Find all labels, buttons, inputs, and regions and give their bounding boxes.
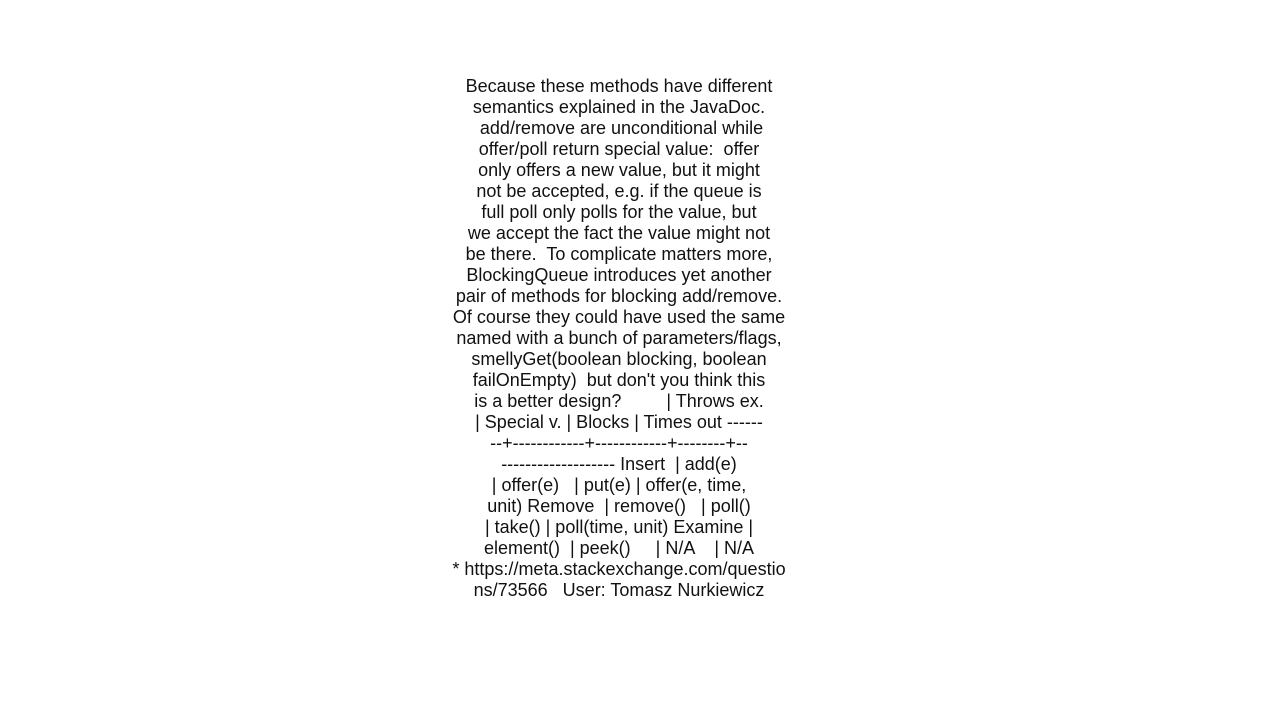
- text-line: element() | peek() | N/A | N/A: [483, 538, 755, 558]
- text-line: full poll only polls for the value, but: [481, 202, 757, 222]
- text-line: we accept the fact the value might not: [467, 223, 771, 243]
- text-line: pair of methods for blocking add/remove.: [455, 286, 783, 306]
- text-line: | offer(e) | put(e) | offer(e, time,: [491, 475, 747, 495]
- source-user-line: ns/73566 User: Tomasz Nurkiewicz: [473, 580, 765, 600]
- text-line: named with a bunch of parameters/flags,: [456, 328, 782, 348]
- text-line: ------------------- Insert | add(e): [501, 454, 737, 474]
- text-line: BlockingQueue introduces yet another: [466, 265, 772, 285]
- text-line: be there. To complicate matters more,: [465, 244, 773, 264]
- text-line: offer/poll return special value: offer: [478, 139, 760, 159]
- text-line: --+------------+------------+--------+--: [490, 433, 748, 453]
- text-line: Because these methods have different: [465, 76, 773, 96]
- text-line: smellyGet(boolean blocking, boolean: [471, 349, 767, 369]
- text-line: | Special v. | Blocks | Times out ------: [475, 412, 763, 432]
- text-line: only offers a new value, but it might: [478, 160, 760, 180]
- text-line: Of course they could have used the same: [452, 307, 786, 327]
- text-line: failOnEmpty) but don't you think this: [472, 370, 766, 390]
- text-line: | take() | poll(time, unit) Examine |: [484, 517, 754, 537]
- text-line: not be accepted, e.g. if the queue is: [476, 181, 762, 201]
- source-link-line: * https://meta.stackexchange.com/questio: [452, 559, 786, 579]
- text-line: add/remove are unconditional while: [474, 118, 764, 138]
- text-line: semantics explained in the JavaDoc.: [472, 97, 766, 117]
- text-line: unit) Remove | remove() | poll(): [487, 496, 751, 516]
- post-body-text: [447, 76, 791, 601]
- text-line: is a better design? | Throws ex.: [474, 391, 764, 411]
